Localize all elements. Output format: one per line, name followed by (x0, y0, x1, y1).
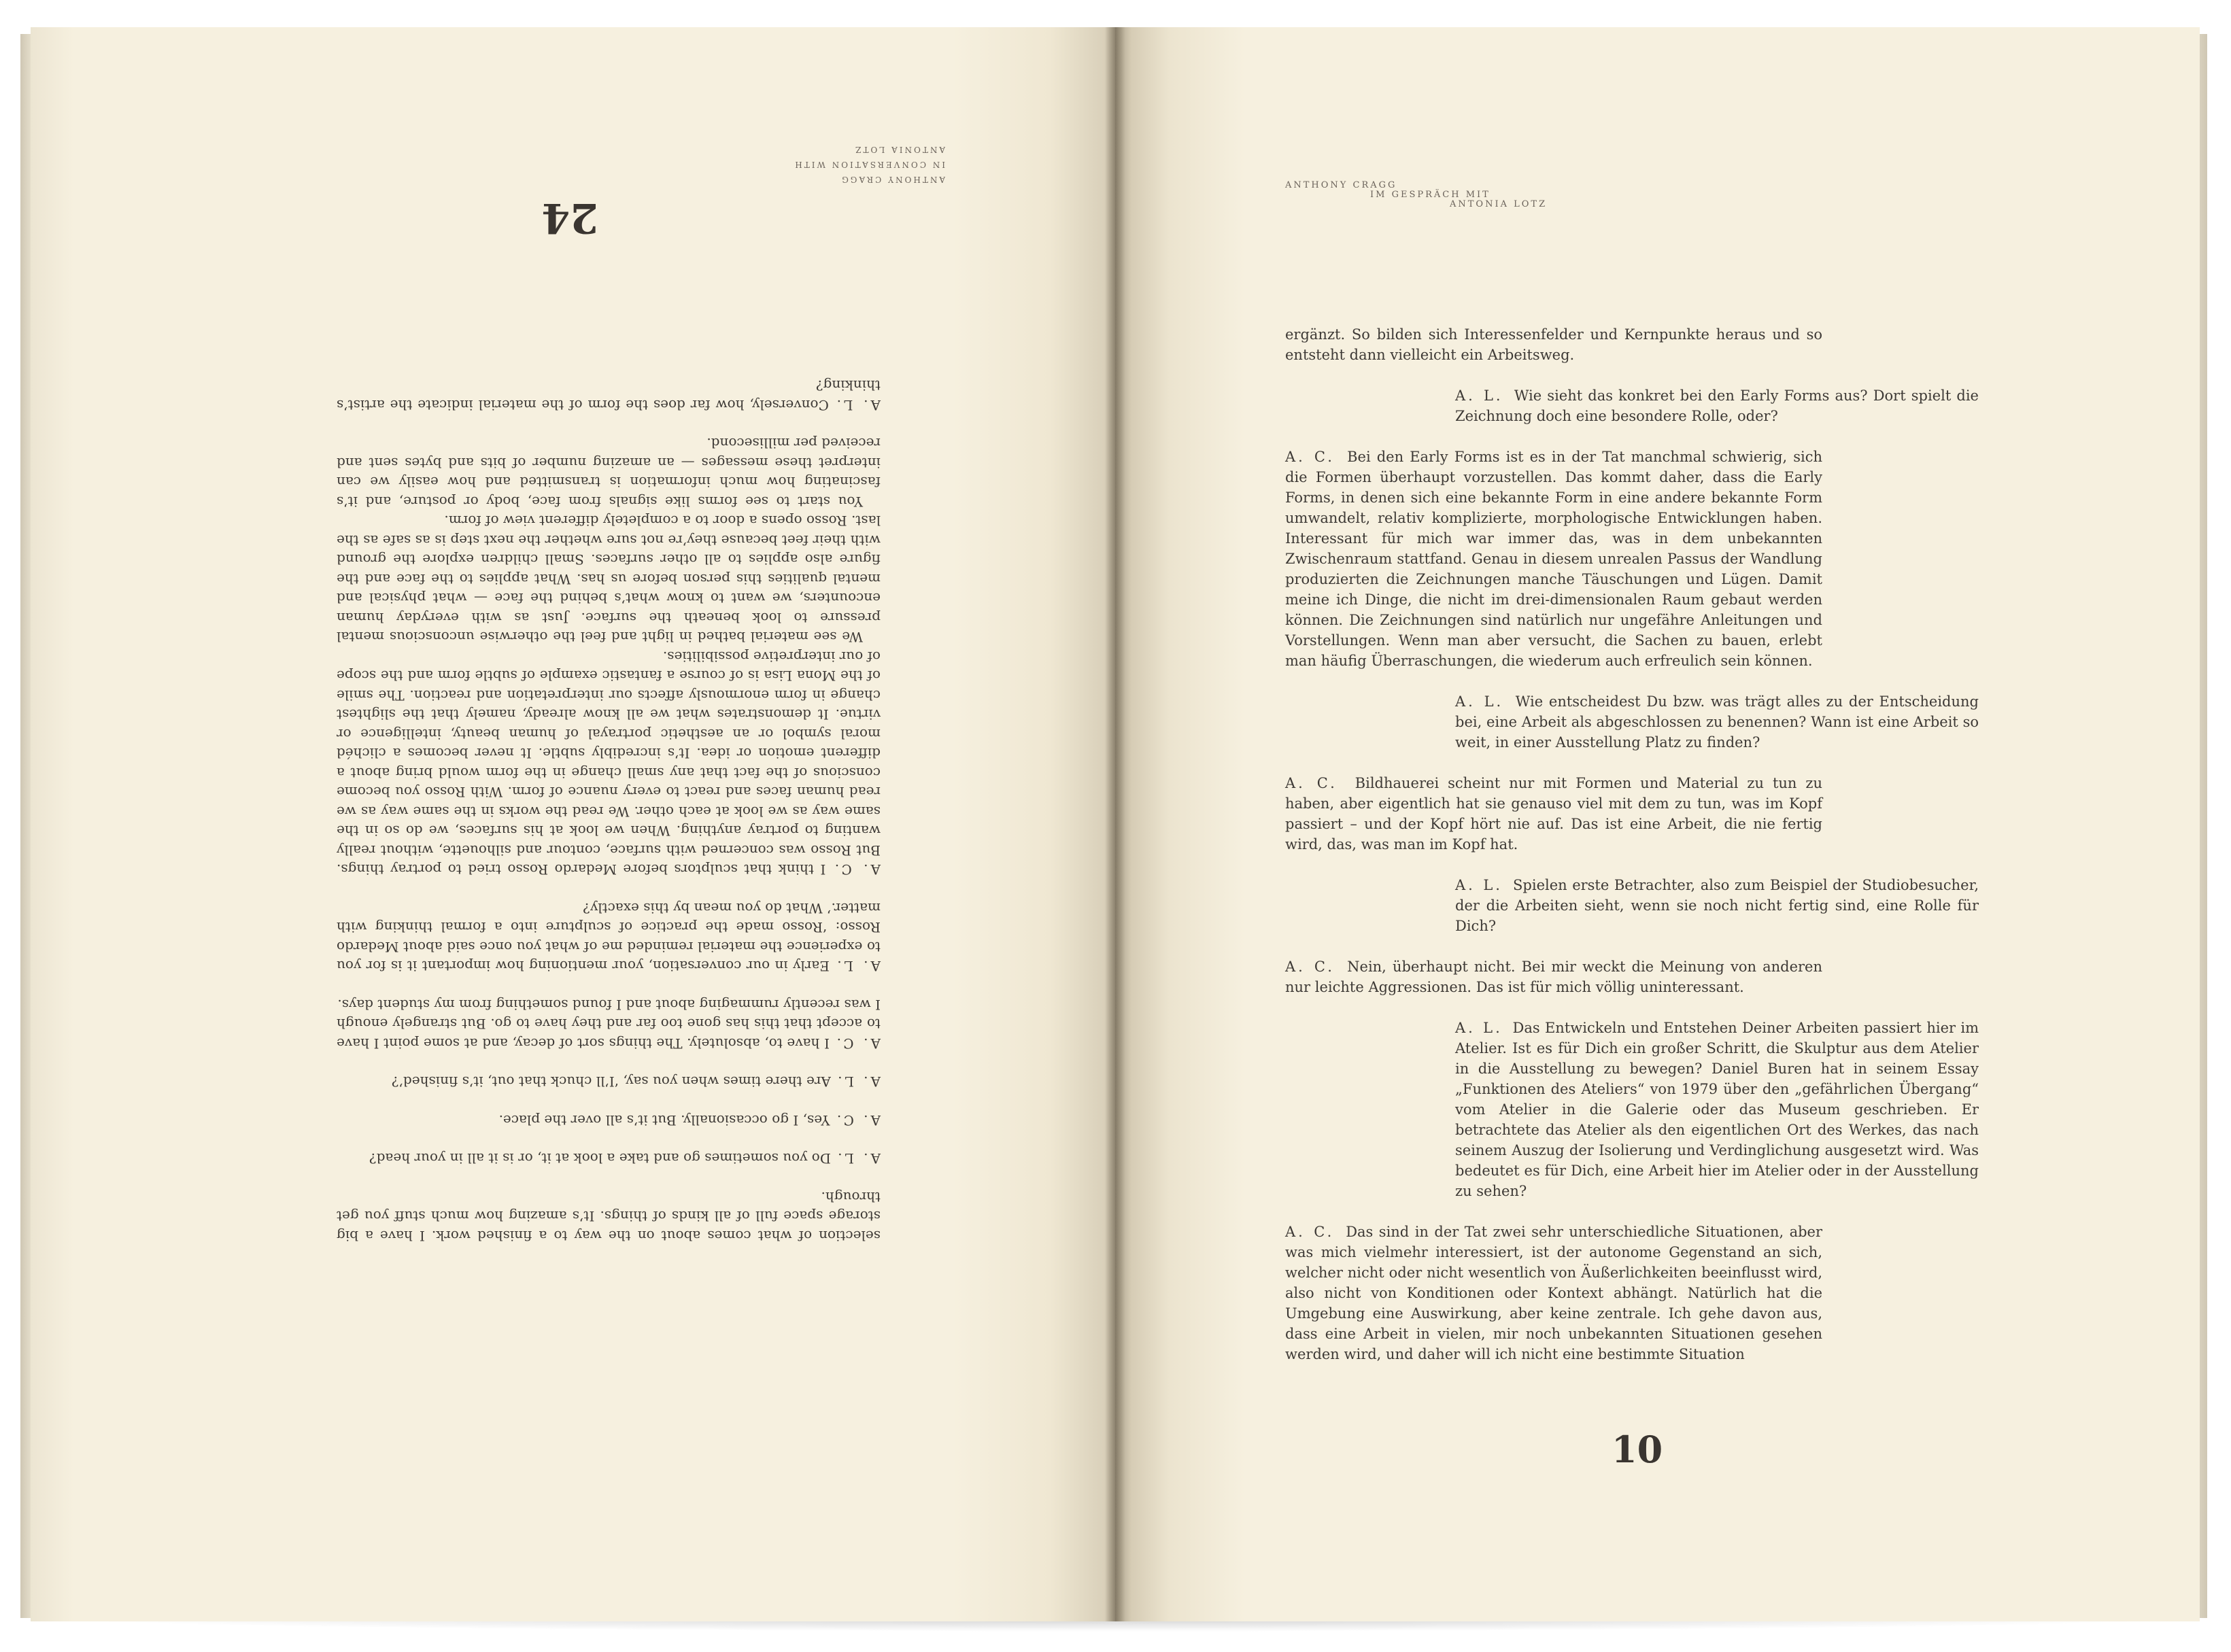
header-author: ANTHONY CRAGG (1285, 180, 1397, 190)
left-page-rotated-content (31, 27, 1115, 1621)
paragraph: You start to see forms like signals from face, body or posture, and it’s fascinating how much information is transmitted and how easily we can interpret these messages — an amazing number of bits and bytes sent and received per millisecond. (337, 435, 881, 510)
paragraph: A. L. Do you sometimes go and take a look at it, or is it all in your head? (369, 1150, 881, 1167)
paragraph: A. L. Conversely, how far does the form of the material indicate the artist’s thinking? (336, 377, 881, 413)
book-gutter (1105, 27, 1125, 1621)
paragraph: A. L. Das Entwickeln und Entstehen Deiner Arbeiten passiert hier im Atelier. Ist es für Dich ein großer Schritt, die Skulptur aus dem Atelier in die Ausstellung zu bewegen? Daniel Buren hat in seinem Essay „Funktionen des Ateliers“ von 1979 über den „gefährlichen Übergang“ vom Atelier in die Galerie oder das Museum geschrieben. Er betrachtete das Atelier als den eigentlichen Ort des Werkes, das nach seinem Auszug der Isolierung und Verdinglichung ausgesetzt wird. Was bedeutet es für Dich, eine Arbeit hier im Atelier oder in der Ausstellung zu sehen? (1455, 1020, 1979, 1199)
right-page-body (1285, 324, 2200, 1385)
paragraph: A. C. Das sind in der Tat zwei sehr unterschiedliche Situationen, aber was mich vielmehr interessiert, ist der autonome Gegenstand an sich, welcher nicht oder nicht wesentlich von Äußerlichkeiten beeinflusst wird, also nicht von Konditionen oder Kontext abhängt. Natürlich hat die Umgebung eine Auswirkung, aber keine zentrale. Ich gehe davon aus, dass eine Arbeit in vielen, mir noch unbekannten Situationen gesehen werden wird, und daher will ich nicht eine bestimmte Situation (1285, 1224, 1823, 1362)
paragraph: A. C. Bei den Early Forms ist es in der Tat manchmal schwierig, sich die Formen überhaupt vorzustellen. Das kommt daher, dass die Early Forms, in denen sich eine bekannte Form in eine andere bekannte Form umwandelt, relativ komplizierte, morphologische Entwicklungen haben. Interessant für mich war immer das, was in dem unbekannten Zwischenraum stattfand. Genau in diesem unrealen Passus der Wandlung produzierten die Zeichnungen manche Täuschungen und Lügen. Damit meine ich Dinge, die nicht im drei-dimensionalen Raum gebaut werden können. Die Zeichnungen sind natürlich nur ungefähre Anleitungen und Vorstellungen. Wenn man aber versucht, die Sachen zu bauen, erlebt man häufig Überraschungen, die wiederum auch erfreulich sein können. (1285, 449, 1822, 669)
paragraph: A. L. Spielen erste Betrachter, also zum Beispiel der Studiobesucher, der die Arbeiten sieht, wenn sie noch nicht fertig sind, eine Rolle für Dich? (1455, 877, 1979, 934)
header-interviewer: ANTONIA LOTZ (853, 145, 945, 154)
left-page (31, 27, 1115, 1621)
header-subtitle: IN CONVERSATION WITH (793, 160, 945, 169)
right-page (1115, 27, 2200, 1621)
paragraph: A. C. Yes, I go occasionally. But it’s all over the place. (498, 1112, 881, 1129)
paragraph: A. L. Wie sieht das konkret bei den Early Forms aus? Dort spielt die Zeichnung doch eine besondere Rolle, oder? (1455, 388, 1979, 424)
left-page-header (793, 142, 945, 187)
header-subtitle: IM GESPRÄCH MIT (1370, 190, 1491, 200)
page-number: 10 (1612, 1428, 1663, 1471)
paragraph: selection of what comes about on the way to a finished work. I have a big storage space full of all kinds of things. It’s amazing how much stuff you get through. (337, 1189, 881, 1244)
header-author: ANTHONY CRAGG (840, 175, 945, 184)
paragraph: We see material bathed in light and feel the otherwise unconscious mental pressure to look beneath the surface. Just as with everyday human encounters, we want to know what’s behind the face — what physical and mental qualities this person before us has. What applies to the face and the figure also applies to all other surfaces. Small children explore the ground with their feet because they’re not sure whether the next step is as safe as the last. Rosso opens a door to a completely different view of form. (337, 513, 881, 646)
left-page-body (337, 357, 881, 1245)
right-page-header (1285, 178, 1547, 212)
paragraph: A. L. Are there times when you say, ‘I’ll chuck that out, it’s finished’? (391, 1073, 881, 1090)
paragraph: A. L. Early in our conversation, your mentioning how important it is for you to experience the material reminded me of what you once said about Medardo Rosso: ‘Rosso made the practice of sculpture into a formal thinking with matter.’ What do you mean by this exactly? (336, 900, 881, 975)
paragraph: A. L. Wie entscheidest Du bzw. was trägt alles zu der Entscheidung bei, eine Arbeit als abgeschlossen zu benennen? Wann ist eine Arbeit so weit, in einer Ausstellung Platz zu finden? (1455, 693, 1979, 751)
paragraph: A. C. Bildhauerei scheint nur mit Formen und Material zu tun zu haben, aber eigentlich hat sie genauso viel mit dem zu tun, was im Kopf passiert – und der Kopf hört nie auf. Das ist eine Arbeit, die nie fertig wird, das, was man im Kopf hat. (1285, 775, 1822, 853)
page-number: 24 (541, 194, 598, 241)
header-interviewer: ANTONIA LOTZ (1450, 199, 1548, 209)
paragraph: ergänzt. So bilden sich Interessenfelder und Kernpunkte heraus und so entsteht dann vielleicht ein Arbeitsweg. (1285, 326, 1822, 363)
paragraph: A. C. I think that sculptors before Medardo Rosso tried to portray things. But Rosso was concerned with surface, contour and silhouette, without really wanting to portray anything. When we look at his surfaces, we do so in the same way as we look at each other. We read the works in the same way as we read human faces and react to every nuance of form. With Rosso you become conscious of the fact that any small change in the form would bring about a different emotion or idea. It’s incredibly subtle. It never becomes a clichéd moral symbol or an aesthetic portrayal of human beauty, intelligence or virtue. It demonstrates what we all know already, namely that the slightest change in form enormously affects our interpretation and reaction. The smile of the Mona Lisa is of course a fantastic example of subtle form and the scope of our interpretive possibilities. (336, 649, 881, 878)
paragraph: A. C. I have to, absolutely. The things sort of decay, and at some point I have to accept that this has gone too far and they have to go. But strangely enough I was recently rummaging about and I found something from my student days. (337, 997, 881, 1052)
paragraph: A. C. Nein, überhaupt nicht. Bei mir weckt die Meinung von anderen nur leichte Aggressionen. Das ist für mich völlig uninteressant. (1285, 959, 1822, 995)
